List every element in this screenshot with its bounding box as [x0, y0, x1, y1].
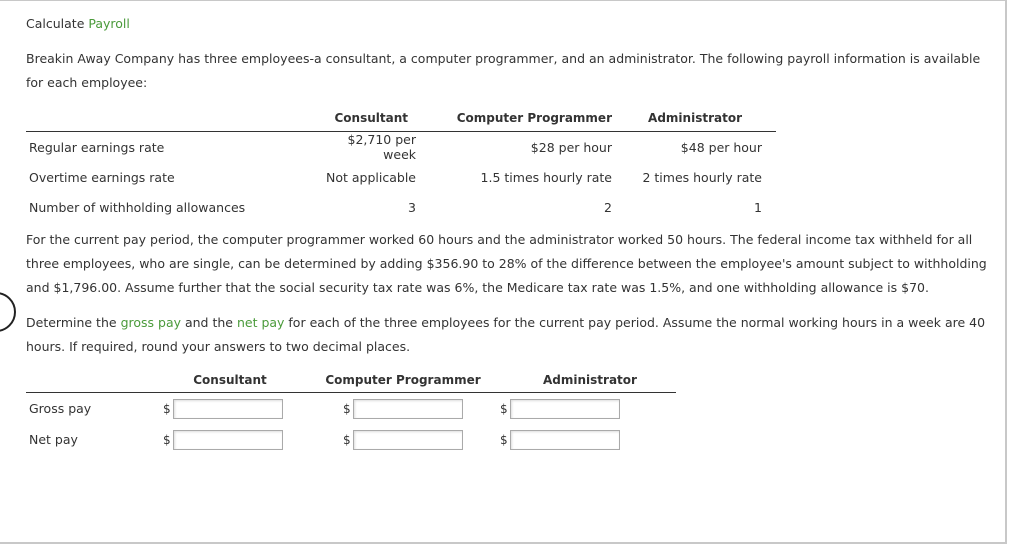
- answer-header-programmer: Computer Programmer: [325, 373, 481, 387]
- gross-pay-consultant-input[interactable]: [173, 399, 283, 419]
- question-paragraph: Determine the gross pay and the net pay for each of the three employees for the current pay period. Assume the normal working hours in a week are 40 hours. If required, round your answers to two decimal places.: [26, 315, 986, 354]
- gross-pay-row: Gross pay $ $ $: [26, 393, 676, 425]
- net-pay-administrator-input[interactable]: [510, 430, 620, 450]
- payroll-info-table: [26, 105, 776, 222]
- header-administrator: Administrator: [648, 111, 742, 125]
- net-pay-consultant-input[interactable]: [173, 430, 283, 450]
- table-row: Overtime earnings rate Not applicable 1.5 times hourly rate 2 times hourly rate: [29, 169, 762, 185]
- answer-header-consultant: Consultant: [193, 373, 267, 387]
- gross-pay-programmer-input[interactable]: [353, 399, 463, 419]
- details-paragraph: For the current pay period, the computer programmer worked 60 hours and the administrator worked 50 hours. The federal income tax withheld for all three employees, who are single, can be determined by adding $356.90 to 28% of the difference between the employee's amount subject to withholding and $1,796.00. Assume further that the social security tax rate was 6%, the Medicare tax rate was 1.5%, and one withholding allowance is $70.: [26, 232, 987, 295]
- table-row: Regular earnings rate $2,710 per week $28 per hour $48 per hour: [29, 132, 762, 162]
- net-pay-link[interactable]: net pay: [236, 315, 285, 330]
- table-row: Number of withholding allowances 3 2 1: [29, 199, 762, 215]
- gross-pay-administrator-input[interactable]: [510, 399, 620, 419]
- payroll-link[interactable]: Payroll: [88, 16, 130, 31]
- intro-paragraph: Breakin Away Company has three employees-a consultant, a computer programmer, and an administrator. The following payroll information is available for each employee:: [26, 51, 981, 90]
- net-pay-programmer-input[interactable]: [353, 430, 463, 450]
- page-title: Calculate Payroll: [26, 16, 130, 31]
- header-consultant: Consultant: [334, 111, 408, 125]
- answer-header-administrator: Administrator: [543, 373, 637, 387]
- header-programmer: Computer Programmer: [456, 111, 612, 125]
- gross-pay-link[interactable]: gross pay: [120, 315, 181, 330]
- net-pay-row: Net pay $ $ $: [26, 424, 676, 455]
- answer-table: [26, 368, 676, 455]
